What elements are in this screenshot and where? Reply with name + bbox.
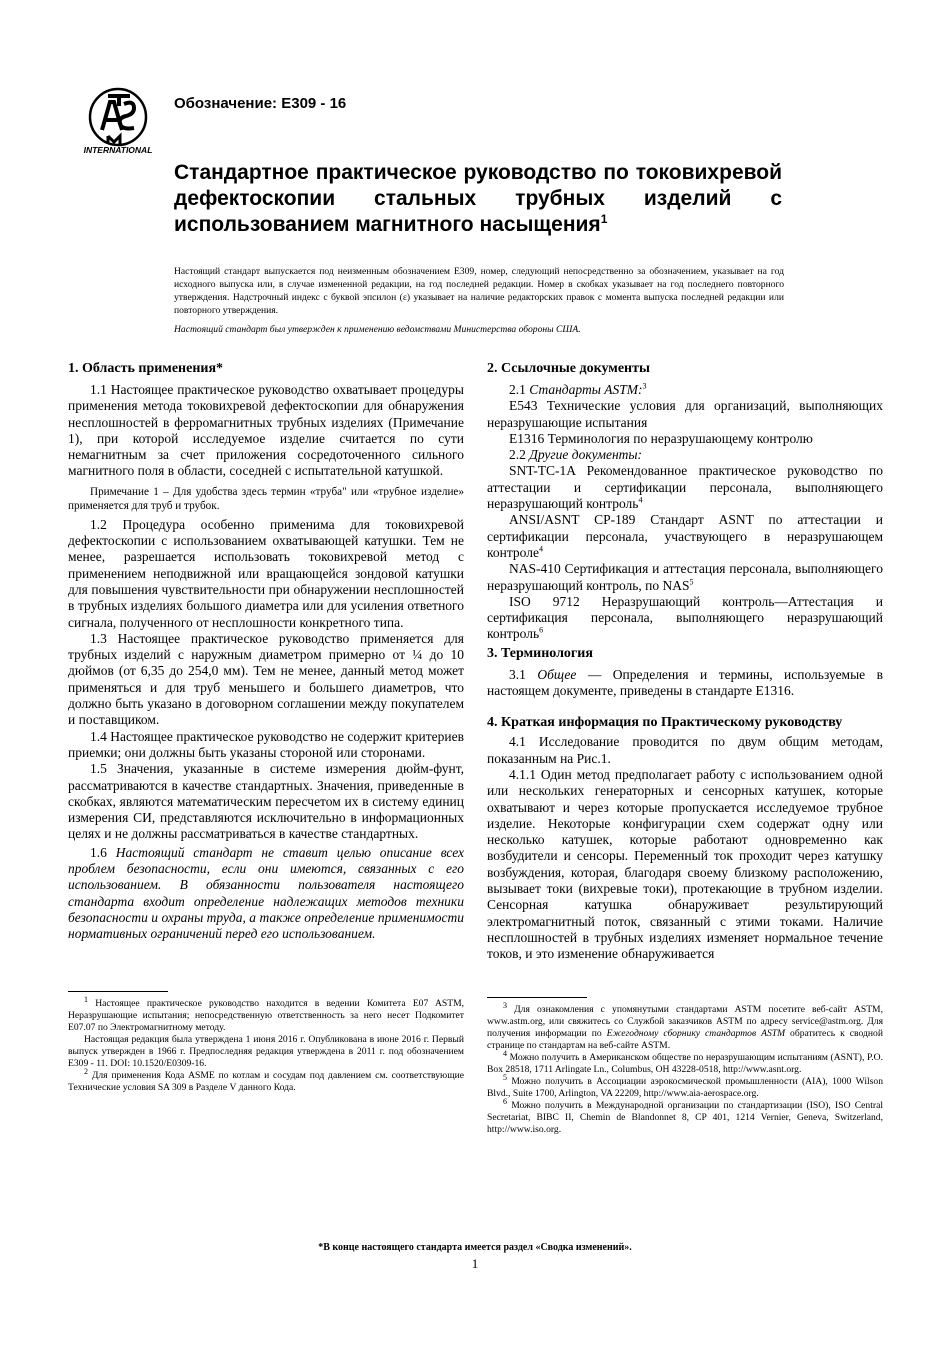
footnote-2: $^2$ Для применения Кода ASME по котлам и сосудам под давлением см. соответствующие Технические условия SA 309 в Разделе V данного Кода.	[68, 1066, 464, 1093]
para-1-6: 1.6 Настоящий стандарт не ставит целью описание всех проблем безопасности, если они имеются, связанных с его использованием. В обязанности пользователя настоящего стандарта входит определение надлежащих методов техники безопасности и охраны труда, а также определение применимости нормативных ограничений перед его использованием.	[68, 844, 465, 942]
ref-ansi: ANSI/ASNT CP-189 Стандарт ASNT по аттестации и сертификации персонала, участвующего в неразрушающем контроле$^4$	[487, 512, 883, 560]
ref-e543: E543 Технические условия для организаций, выполняющих неразрушающие испытания	[487, 398, 883, 430]
ref-e1316: E1316 Терминология по неразрушающему контролю	[509, 430, 813, 446]
left-column	[68, 360, 464, 1094]
footnote-4: $^4$ Можно получить в Американском обществе по неразрушающим испытаниям (ASNT), P.O. Box 28518, 1711 Arlingate Ln., Columbus, OH 43228-0518, http://www.asnt.org.	[487, 1048, 883, 1075]
para-1-2: 1.2 Процедура особенно применима для токовихревой дефектоскопии с использованием охватывающей катушки. Тем не менее, разрешается использовать токовихревой метод с применением неподвижной или вращающейся зондовой катушки для повышения чувствительности при обнаружении несплошностей в трубных изделиях большого диаметра или для усиления ответного сигнала, полученного от несплошности конкретного типа.	[68, 516, 464, 630]
ref-iso: ISO 9712 Неразрушающий контроль—Аттестация и сертификация персонала, выполняющего неразрушающий контроль$^6$	[487, 593, 883, 642]
ref-snt: SNT-TC-1A Рекомендованное практическое руководство по аттестации и сертификации персонала, выполняющего неразрушающий контроль$^4$	[487, 463, 883, 512]
page-number: 1	[471, 1256, 479, 1271]
footnote-1b: Настоящая редакция была утверждена 1 июня 2016 г. Опубликована в июне 2016 г. Первый выпуск утвержден в 1966 г. Предпоследняя редакция утверждена в 2011 г. под обозначением E309 - 11. DOI: 10.1520/E0309-16.	[68, 1033, 464, 1069]
footnote-divider-right	[487, 997, 587, 998]
section-2-heading: 2. Ссылочные документы	[487, 361, 650, 376]
section-3-heading: 3. Терминология	[487, 645, 593, 661]
footnote-6: $^6$ Можно получить в Международной организации по стандартизации (ISO), ISO Central Secretariat, BIBC II, Chemin de Blandonnet 8, CP 401, 1214 Vernier, Geneva, Switzerland, http://www.iso.org.	[487, 1096, 883, 1135]
para-4-1: 4.1 Исследование проводится по двум общим методам, показанным на Рис.1.	[487, 734, 883, 766]
document-title: Стандартное практическое руководство по токовихревой дефектоскопии стальных трубных изделий с использованием магнитного насыщения$^1$	[174, 161, 782, 236]
summary-of-changes-note: *В конце настоящего стандарта имеется раздел «Сводка изменений».	[318, 1242, 632, 1253]
section-1-heading: 1. Область применения*	[68, 361, 224, 376]
footnote-3: $^3$ Для ознакомления с упомянутыми стандартами ASTM посетите веб-сайт ASTM, www.astm.org, или свяжитесь со Службой заказчиков ASTM по адресу service@astm.org. Для получения информации по Ежегодному сборнику стандартов ASTM обратитесь к сводной странице по стандартам на веб-сайте ASTM.	[487, 1000, 883, 1051]
para-3-1: 3.1 Общее — Определения и термины, используемые в настоящем документе, приведены в стандарте E1316.	[487, 666, 883, 699]
designation: Обозначение: E309 - 16	[174, 95, 347, 112]
footnote-1: $^1$ Настоящее практическое руководство находится в ведении Комитета E07 ASTM, Неразрушающие испытания; непосредственную ответственность за него несет Подкомитет E07.07 по Электромагнитному методу.	[68, 994, 464, 1033]
para-2-1: 2.1 Стандарты ASTM:$^3$	[509, 381, 647, 397]
para-1-4: 1.4 Настоящее практическое руководство не содержит критериев приемки; они должны быть указаны стороной или сторонами.	[68, 728, 464, 760]
right-column	[487, 360, 883, 1136]
para-4-1-1: 4.1.1 Один метод предполагает работу с использованием одной или нескольких генераторных и сенсорных катушек, которые охватывают и через которые пропускается исследуемое трубное изделие. Некоторые конфигурации схем содержат одну или несколько катушек, которые работают одновременно как возбудители и сенсоры. Переменный ток проходит через катушку возбуждения, которая, благодаря своему близкому расположению, вызывает токи (вихревые токи), протекающие в трубном изделии. Сенсорная катушка обнаруживает результирующий электромагнитный поток, связанный с этими токами. Наличие несплошностей в трубных изделиях изменяет нормальное течение токов, и это изменение обнаруживается	[487, 766, 883, 962]
para-1-1: 1.1 Настоящее практическое руководство охватывает процедуры применения метода токовихревой дефектоскопии для обнаружения несплошностей в ферромагнитных трубных изделиях (Примечание 1), при которой исследуемое изделие считается по сути немагнитным за счет приложения сосредоточенного сильного магнитного поля в области, соседней с испытательной катушкой.	[68, 382, 464, 479]
ref-nas: NAS-410 Сертификация и аттестация персонала, выполняющего неразрушающий контроль, по NAS$^5$	[487, 561, 883, 593]
astm-logo	[78, 86, 158, 158]
dod-approval: Настоящий стандарт был утвержден к применению ведомствами Министерства обороны США.	[174, 324, 581, 335]
section-4-heading: 4. Краткая информация по Практическому руководству	[487, 715, 843, 731]
footnote-5: $^5$ Можно получить в Ассоциации аэрокосмической промышленности (AIA), 1000 Wilson Blvd., Suite 1700, Arlington, VA 22209, http://www.aia-aerospace.org.	[487, 1072, 883, 1099]
note-1: Примечание 1 – Для удобства здесь термин «труба" или «трубное изделие» применяется для труб и трубок.	[68, 485, 464, 512]
footnote-divider	[68, 991, 168, 992]
para-1-5: 1.5 Значения, указанные в системе измерения дюйм-фунт, рассматриваются в качестве стандартных. Значения, приведенные в скобках, являются математическим пересчетом их в систему единиц измерения СИ, представляются исключительно в информационных целях и не должны рассматриваться в качестве стандартных.	[68, 761, 464, 842]
preamble: Настоящий стандарт выпускается под неизменным обозначением E309, номер, следующий непосредственно за обозначением, указывает на год исходного выпуска или, в случае измененной редакции, на год последней редакции. Номер в скобках указывает на год последнего повторного утверждения. Надстрочный индекс с буквой эпсилон (ε) указывает на наличие редакторских правок с момента выпуска последней редакции или повторного утверждения.	[174, 266, 784, 316]
para-1-3: 1.3 Настоящее практическое руководство применяется для трубных изделий с наружным диаметром примерно от ¼ до 10 дюймов (от 6,35 до 254,0 мм). Тем не менее, данный метод может применяться и для труб меньшего и большего диаметров, что должно быть указано в договорном соглашении между покупателем и поставщиком.	[68, 630, 464, 728]
logo-text: INTERNATIONAL	[83, 145, 153, 155]
para-2-2: 2.2 Другие документы:	[509, 447, 643, 463]
